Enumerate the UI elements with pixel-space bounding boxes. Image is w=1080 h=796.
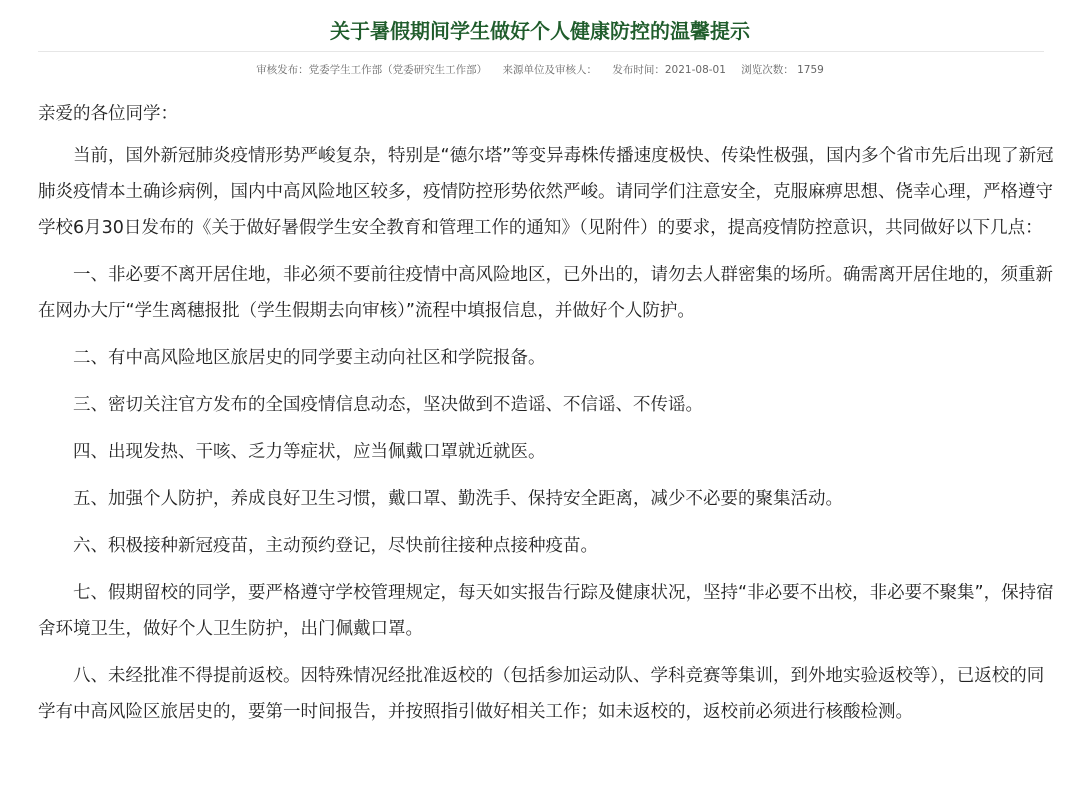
paragraph-item-5: 五、加强个人防护，养成良好卫生习惯，戴口罩、勤洗手、保持安全距离，减少不必要的聚集活动。 [73, 489, 843, 509]
meta-source: 来源单位及审核人： [502, 64, 598, 76]
article-body [38, 96, 1060, 741]
paragraph-item-7: 七、假期留校的同学，要严格遵守学校管理规定，每天如实报告行踪及健康状况，坚持“非必要不出校，非必要不聚集”，保持宿舍环境卫生，做好个人卫生防护，出门佩戴口罩。 [38, 583, 1054, 639]
paragraph-item-6: 六、积极接种新冠疫苗，主动预约登记，尽快前往接种点接种疫苗。 [73, 536, 598, 556]
article-title: 关于暑假期间学生做好个人健康防控的温馨提示 [330, 19, 750, 43]
meta-publisher: 审核发布：党委学生工作部（党委研究生工作部） [256, 64, 488, 76]
meta-views: 浏览次数： 1759 [741, 64, 824, 76]
paragraph-item-2: 二、有中高风险地区旅居史的同学要主动向社区和学院报备。 [73, 348, 546, 368]
title-divider [38, 51, 1044, 52]
paragraph-intro: 当前，国外新冠肺炎疫情形势严峻复杂，特别是“德尔塔”等变异毒株传播速度极快、传染性极强，国内多个省市先后出现了新冠肺炎疫情本土确诊病例，国内中高风险地区较多，疫情防控形势依然严峻。请同学们注意安全，克服麻痹思想、侥幸心理，严格遵守学校6月30日发布的《关于做好暑假学生安全教育和管理工作的通知》（见附件）的要求，提高疫情防控意识，共同做好以下几点： [38, 146, 1054, 238]
paragraph-item-4: 四、出现发热、干咳、乏力等症状，应当佩戴口罩就近就医。 [73, 442, 546, 462]
paragraph-item-3: 三、密切关注官方发布的全国疫情信息动态，坚决做到不造谣、不信谣、不传谣。 [73, 395, 703, 415]
article-meta [0, 60, 1080, 80]
paragraph-item-1: 一、非必要不离开居住地，非必须不要前往疫情中高风险地区，已外出的，请勿去人群密集的场所。确需离开居住地的，须重新在网办大厅“学生离穗报批（学生假期去向审核）”流程中填报信息，并做好个人防护。 [38, 265, 1053, 321]
salutation: 亲爱的各位同学： [38, 104, 178, 124]
meta-date: 发布时间：2021-08-01 [612, 64, 726, 76]
paragraph-item-8: 八、未经批准不得提前返校。因特殊情况经批准返校的（包括参加运动队、学科竞赛等集训，到外地实验返校等），已返校的同学有中高风险区旅居史的，要第一时间报告，并按照指引做好相关工作；如未返校的，返校前必须进行核酸检测。 [38, 666, 1045, 722]
